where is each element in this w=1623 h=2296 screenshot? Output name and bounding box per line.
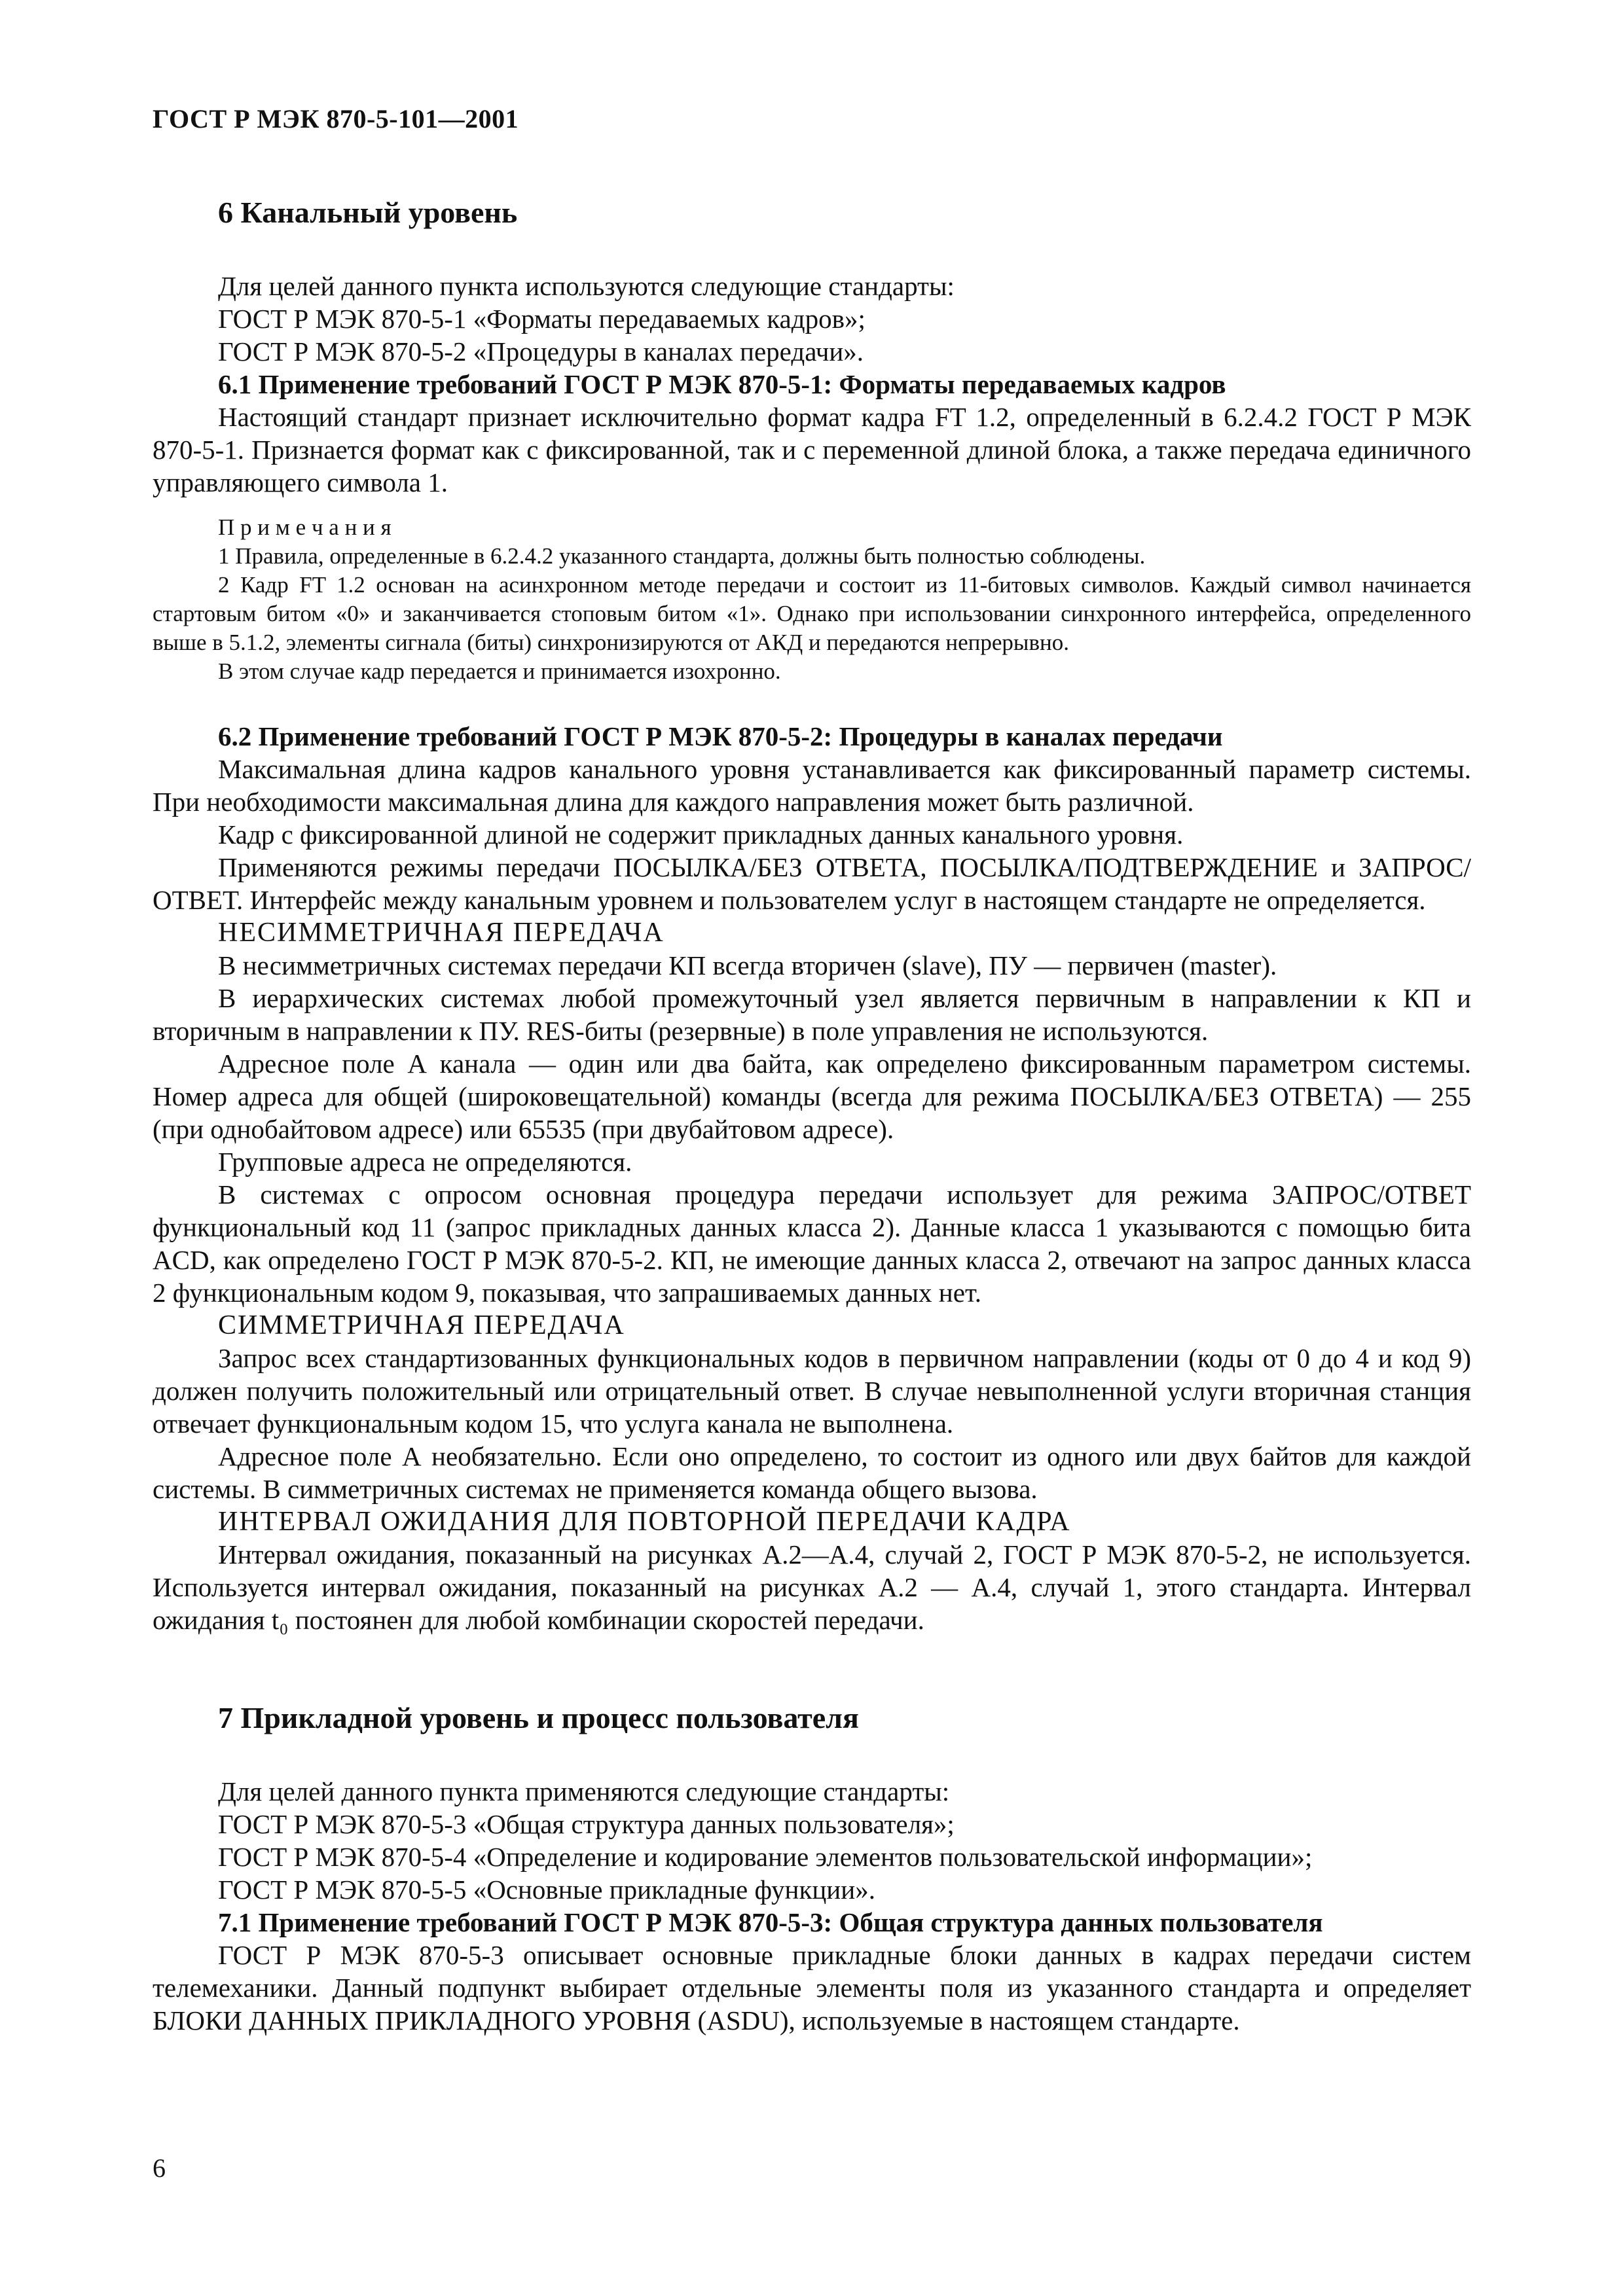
paragraph: Для целей данного пункта применяются следующие стандарты: xyxy=(218,1776,950,1806)
running-header: ГОСТ Р МЭК 870-5-101—2001 xyxy=(153,104,519,134)
paragraph: Применяются режимы передачи ПОСЫЛКА/БЕЗ ОТВЕТА, ПОСЫЛКА/ПОДТВЕРЖДЕНИЕ и ЗАПРОС/ОТВЕТ. Интерфейс между канальным уровнем и пользователем услуг в настоящем стандарте не определяется. xyxy=(153,852,1471,915)
caps-heading: ИНТЕРВАЛ ОЖИДАНИЯ ДЛЯ ПОВТОРНОЙ ПЕРЕДАЧИ КАДРА xyxy=(218,1507,1071,1537)
subsection-heading: 7.1 Применение требований ГОСТ Р МЭК 870-5-3: Общая структура данных пользователя xyxy=(218,1907,1323,1937)
paragraph: В системах с опросом основная процедура передачи использует для режима ЗАПРОС/ОТВЕТ функциональный код 11 (запрос прикладных данных класса 2). Данные класса 1 указываются с помощью бита ACD, как определено ГОСТ Р МЭК 870-5-2. КП, не имеющие данных класса 2, отвечают на запрос данных класса 2 функциональным кодом 9, показывая, что запрашиваемых данных нет. xyxy=(153,1179,1471,1308)
paragraph: ГОСТ Р МЭК 870-5-1 «Форматы передаваемых кадров»; xyxy=(218,304,866,334)
subsection-heading: 6.2 Применение требований ГОСТ Р МЭК 870-5-2: Процедуры в каналах передачи xyxy=(218,721,1223,751)
document-content xyxy=(153,196,1471,2037)
paragraph: ГОСТ Р МЭК 870-5-4 «Определение и кодирование элементов пользовательской информации»; xyxy=(218,1842,1313,1872)
paragraph: ГОСТ Р МЭК 870-5-3 «Общая структура данных пользователя»; xyxy=(218,1809,955,1839)
paragraph: Адресное поле А канала — один или два байта, как определено фиксированным параметром системы. Номер адреса для общей (широковещательной) команды (всегда для режима ПОСЫЛКА/БЕЗ ОТВЕТА) — 255 (при однобайтовом адресе) или 65535 (при двубайтовом адресе). xyxy=(153,1049,1471,1144)
paragraph: В несимметричных системах передачи КП всегда вторичен (slave), ПУ — первичен (master). xyxy=(218,950,1277,980)
paragraph: Адресное поле А необязательно. Если оно определено, то состоит из одного или двух байтов для каждой системы. В симметричных системах не применяется команда общего вызова. xyxy=(153,1441,1471,1504)
paragraph: Максимальная длина кадров канального уровня устанавливается как фиксированный параметр системы. При необходимости максимальная длина для каждого направления может быть различной. xyxy=(153,754,1471,817)
note-paragraph: 2 Кадр FT 1.2 основан на асинхронном методе передачи и состоит из 11-битовых символов. Каждый символ начинается стартовым битом «0» и заканчивается стоповым битом «1». Однако при использовании синхронного интерфейса, определенного выше в 5.1.2, элементы сигнала (биты) синхронизируются от АКД и передаются непрерывно. xyxy=(153,572,1471,655)
page-number: 6 xyxy=(153,2153,166,2183)
paragraph: Групповые адреса не определяются. xyxy=(218,1147,632,1177)
section-heading: 7 Прикладной уровень и процесс пользователя xyxy=(218,1701,859,1734)
paragraph: Для целей данного пункта используются следующие стандарты: xyxy=(218,271,955,301)
paragraph: Настоящий стандарт признает исключительно формат кадра FT 1.2, определенный в 6.2.4.2 ГОСТ Р МЭК 870-5-1. Признается формат как с фиксированной, так и с переменной длиной блока, а также передача единичного управляющего символа 1. xyxy=(153,402,1471,497)
note-paragraph: В этом случае кадр передается и принимается изохронно. xyxy=(218,658,781,684)
note-paragraph: 1 Правила, определенные в 6.2.4.2 указанного стандарта, должны быть полностью соблюдены. xyxy=(218,543,1146,569)
paragraph: ГОСТ Р МЭК 870-5-3 описывает основные прикладные блоки данных в кадрах передачи систем телемеханики. Данный подпункт выбирает отдельные элементы поля из указанного стандарта и определяет БЛОКИ ДАННЫХ ПРИКЛАДНОГО УРОВНЯ (ASDU), используемые в настоящем стандарте. xyxy=(153,1940,1471,2036)
subsection-heading: 6.1 Применение требований ГОСТ Р МЭК 870-5-1: Форматы передаваемых кадров xyxy=(218,369,1226,399)
paragraph: ГОСТ Р МЭК 870-5-2 «Процедуры в каналах передачи». xyxy=(218,336,864,367)
section-heading: 6 Канальный уровень xyxy=(218,196,518,229)
caps-heading: СИММЕТРИЧНАЯ ПЕРЕДАЧА xyxy=(218,1310,625,1340)
paragraph: В иерархических системах любой промежуточный узел является первичным в направлении к КП и вторичным в направлении к ПУ. RES-биты (резервные) в поле управления не используются. xyxy=(153,983,1471,1046)
caps-heading: НЕСИММЕТРИЧНАЯ ПЕРЕДАЧА xyxy=(218,918,665,948)
paragraph: Кадр с фиксированной длиной не содержит прикладных данных канального уровня. xyxy=(218,819,1184,850)
paragraph: Интервал ожидания, показанный на рисунках А.2—А.4, случай 2, ГОСТ Р МЭК 870-5-2, не используется. Используется интервал ожидания, показанный на рисунках А.2 — А.4, случай 1, этого стандарта. Интервал ожидания t₀ постоянен для любой комбинации скоростей передачи. xyxy=(153,1539,1471,1635)
paragraph: Запрос всех стандартизованных функциональных кодов в первичном направлении (коды от 0 до 4 и код 9) должен получить положительный или отрицательный ответ. В случае невыполненной услуги вторичная станция отвечает функциональным кодом 15, что услуга канала не выполнена. xyxy=(153,1343,1471,1439)
paragraph: ГОСТ Р МЭК 870-5-5 «Основные прикладные функции». xyxy=(218,1874,875,1905)
notes-label: П р и м е ч а н и я xyxy=(218,514,392,540)
